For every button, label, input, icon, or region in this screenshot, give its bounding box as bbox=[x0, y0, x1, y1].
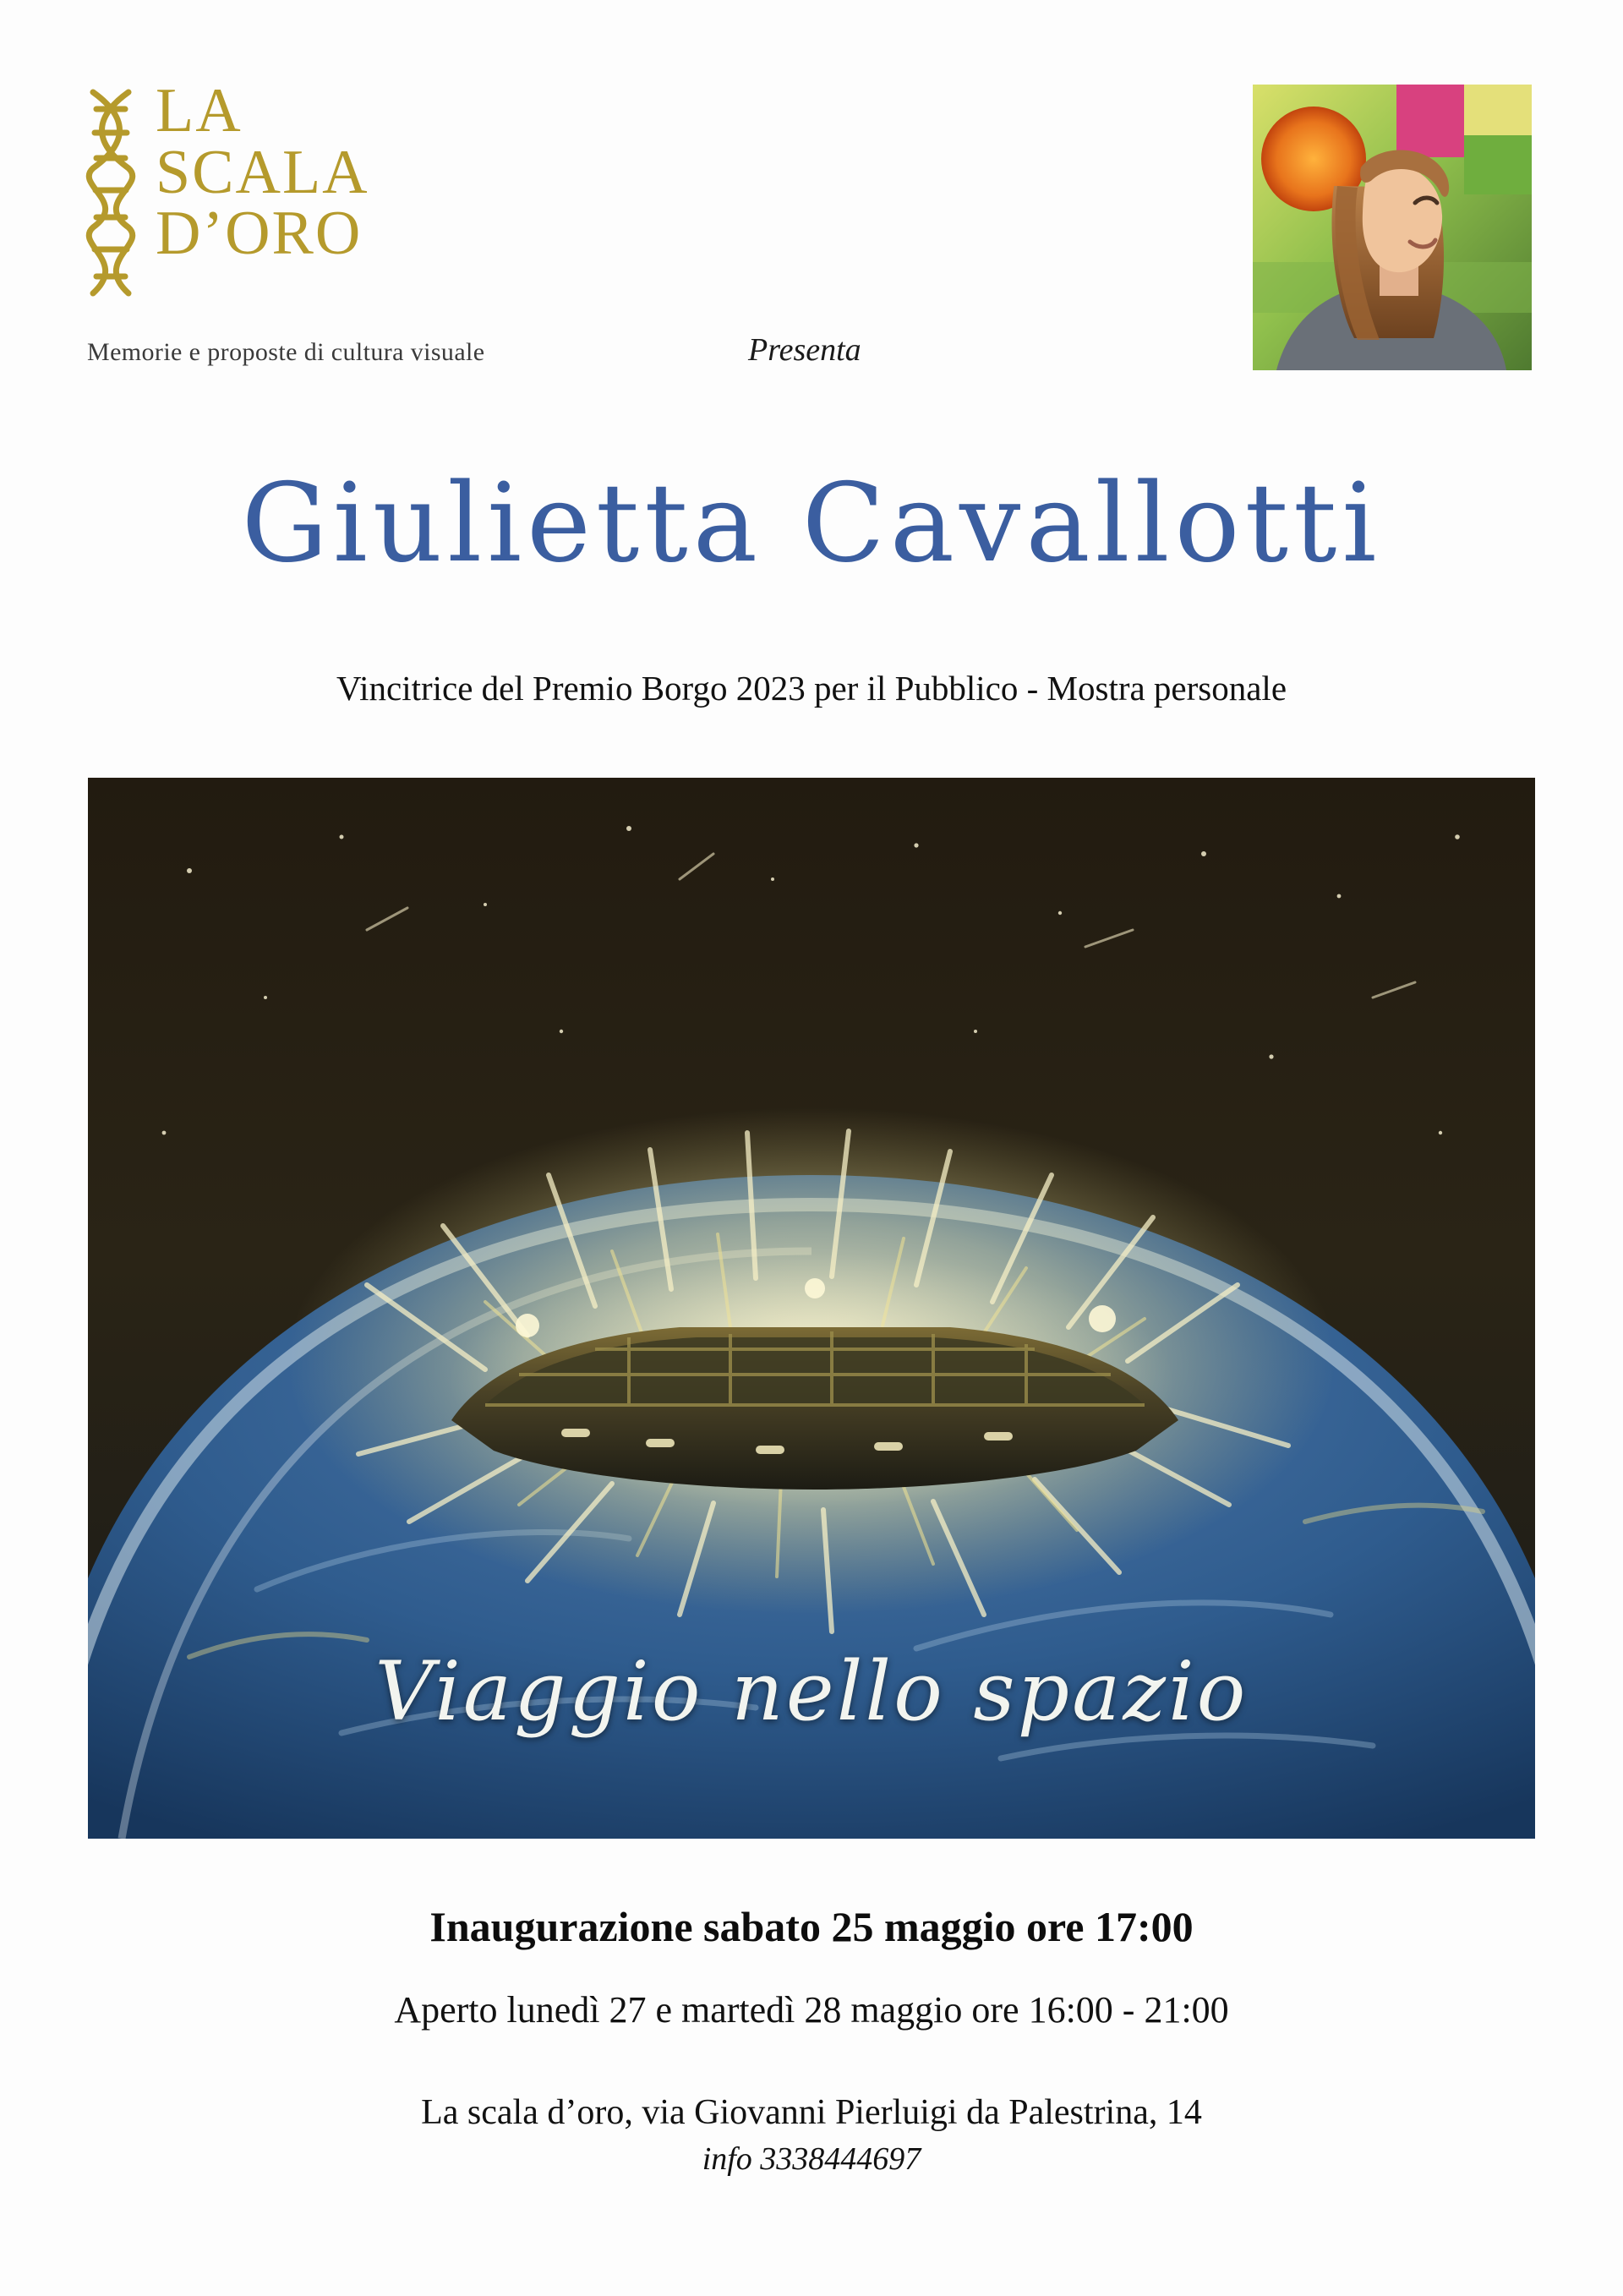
dna-helix-icon bbox=[85, 80, 137, 309]
brand-wordmark bbox=[156, 76, 369, 269]
page-subtitle: Vincitrice del Premio Borgo 2023 per il Pubblico - Mostra personale bbox=[336, 669, 1287, 708]
opening-info: Inaugurazione sabato 25 maggio ore 17:00 bbox=[429, 1903, 1194, 1950]
artwork-title: Viaggio nello spazio bbox=[374, 1644, 1249, 1739]
brand-line-2: SCALA bbox=[156, 137, 369, 207]
page-title: Giulietta Cavallotti bbox=[241, 461, 1382, 587]
avatar bbox=[1253, 85, 1532, 370]
brand-logo bbox=[85, 76, 369, 309]
poster-header bbox=[0, 0, 1623, 397]
opening-hours: Aperto lunedì 27 e martedì 28 maggio ore 16:00 - 21:00 bbox=[394, 1989, 1229, 2031]
brand-tagline: Memorie e proposte di cultura visuale bbox=[87, 338, 485, 366]
venue-address: La scala d’oro, via Giovanni Pierluigi da Palestrina, 14 bbox=[421, 2093, 1202, 2132]
contact-info: info 3338444697 bbox=[702, 2141, 921, 2177]
presents-label: Presenta bbox=[748, 332, 861, 368]
artwork-image bbox=[88, 778, 1535, 1839]
brand-line-3: D’ORO bbox=[156, 199, 363, 269]
brand-line-1: LA bbox=[156, 76, 243, 145]
